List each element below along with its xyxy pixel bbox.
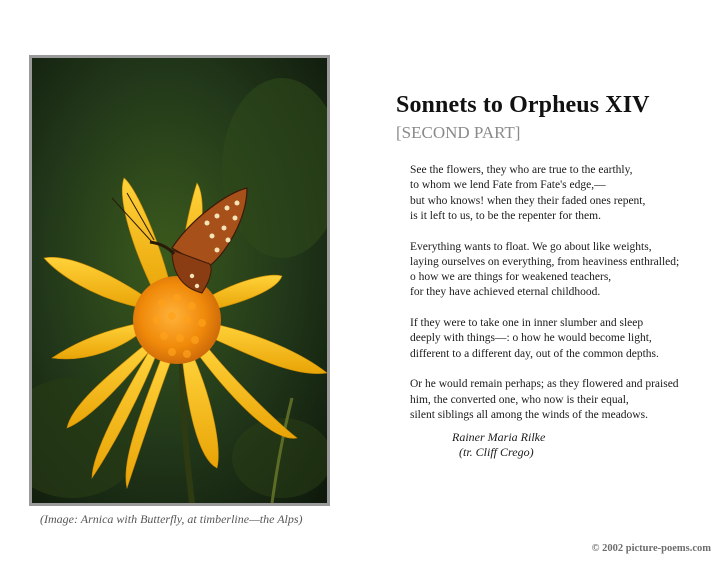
poem-line: If they were to take one in inner slumber and sleep [410,317,644,330]
poem-line: to whom we lend Fate from Fate's edge,— [410,179,606,192]
poem-line: Or he would remain perhaps; as they flowered and praised [410,378,679,391]
stanza [410,163,679,224]
poem-line: but who knows! when they their faded ones repent, [410,194,646,207]
poem-line: silent siblings all among the winds of the meadows. [410,409,648,422]
arnica-butterfly-photo [32,58,327,503]
author-name: Rainer Maria Rilke [452,430,546,444]
photo-frame [29,55,330,506]
poem-text [410,163,679,439]
poem-line: is it left to us, to be the repenter for them. [410,209,601,222]
poem-line: laying ourselves on everything, from heaviness enthralled; [410,255,680,268]
poem-line: See the flowers, they who are true to the earthly, [410,164,633,176]
poem-line: different to a different day, out of the common depths. [410,347,659,360]
stanza [410,240,679,301]
image-caption: (Image: Arnica with Butterfly, at timberline—the Alps) [40,512,303,526]
poem-line: deeply with things—: o how he would become light, [410,332,652,345]
stanza [410,316,679,362]
page-subtitle: [SECOND PART] [396,123,521,142]
poem-line: Everything wants to float. We go about like weights, [410,240,652,253]
poem-line: for they have achieved eternal childhood. [410,286,601,299]
attribution [452,430,545,460]
copyright-notice: © 2002 picture-poems.com [591,543,711,554]
translator-credit: (tr. Cliff Crego) [459,445,534,459]
stanza [410,377,679,423]
page-title: Sonnets to Orpheus XIV [396,92,650,118]
poem-line: o how we are things for weakened teachers, [410,271,612,284]
poem-line: him, the converted one, who now is their equal, [410,393,629,406]
